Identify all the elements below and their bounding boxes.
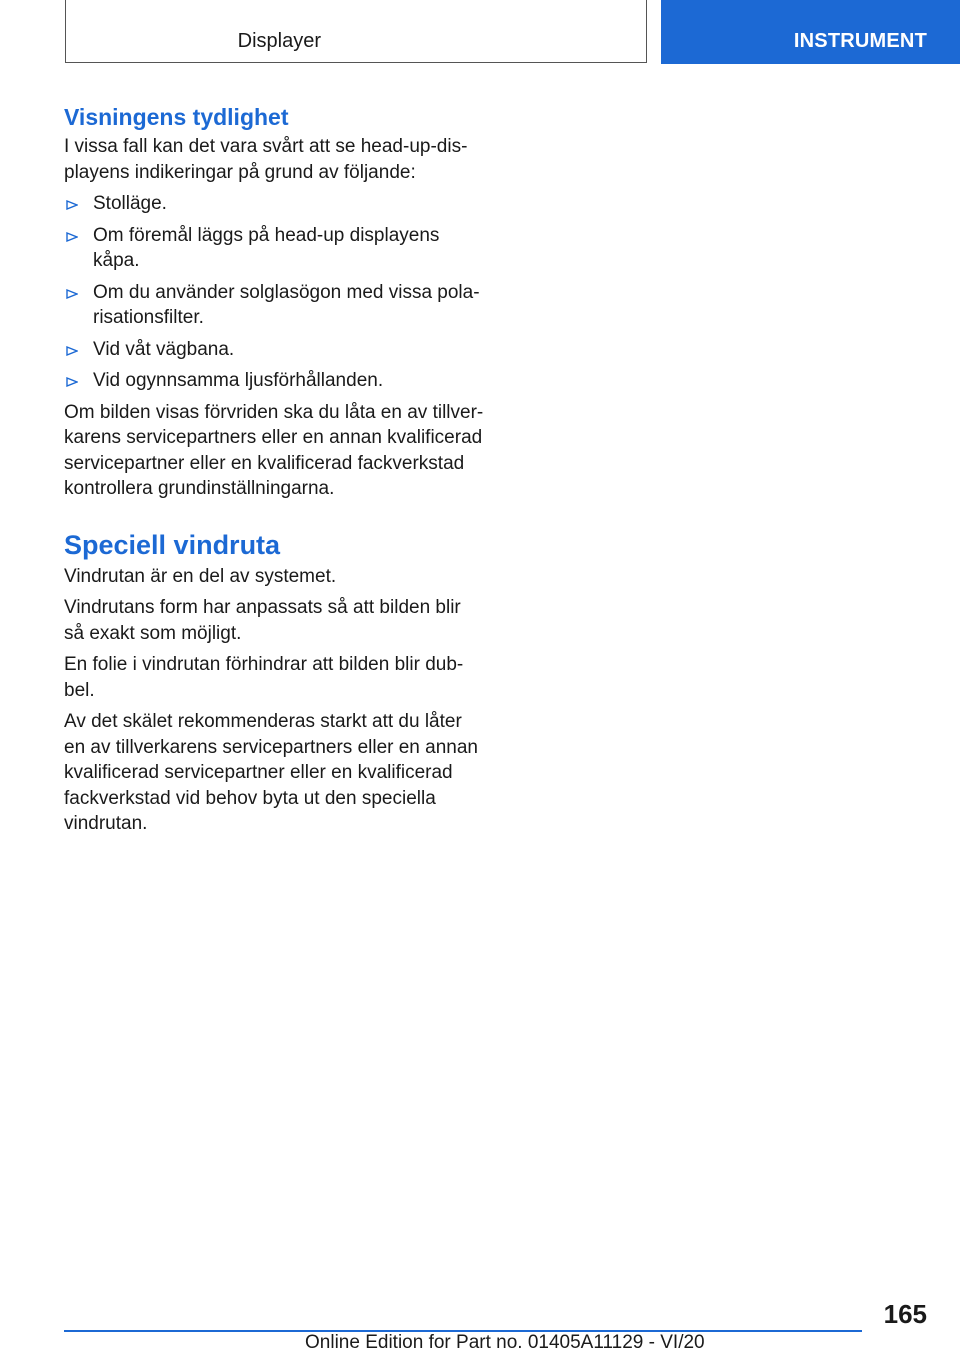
chapter-tab-label: INSTRUMENT <box>793 30 927 52</box>
triangle-bullet-icon <box>66 377 78 387</box>
chapter-tab[interactable] <box>661 0 960 64</box>
main-content <box>64 102 484 843</box>
list-item-text: Om föremål läggs på head-up displayens kåpa. <box>93 224 440 271</box>
section-heading-visningens-tydlighet: Visningens tydlighet <box>64 104 289 130</box>
section-heading-speciell-vindruta: Speciell vindruta <box>64 529 281 560</box>
header-section-title: Displayer <box>237 30 321 52</box>
list-item <box>64 280 484 331</box>
triangle-bullet-icon <box>66 232 78 242</box>
header-section-box <box>65 0 647 63</box>
list-item <box>64 191 484 217</box>
footer-edition-text: Online Edition for Part no. 01405A11129 - VI/20 <box>305 1332 705 1353</box>
body-paragraph: Vindrutans form har anpassats så att bilden blir så exakt som möjligt. <box>64 597 461 644</box>
triangle-bullet-icon <box>66 200 78 210</box>
outro-paragraph: Om bilden visas förvriden ska du låta en av tillver-karens servicepartners eller en annan kvalificerad servicepartner eller en kvalificerad fackverkstad kontrollera grundinställningarna. <box>64 401 484 499</box>
intro-paragraph: I vissa fall kan det vara svårt att se head-up-dis-playens indikeringar på grund av följande: <box>64 136 468 183</box>
list-item-text: Om du använder solglasögon med vissa pola-risationsfilter. <box>93 281 480 328</box>
body-paragraph: Vindrutan är en del av systemet. <box>64 565 337 587</box>
list-item <box>64 223 484 274</box>
triangle-bullet-icon <box>66 346 78 356</box>
body-paragraph: En folie i vindrutan förhindrar att bilden blir dub-bel. <box>64 654 464 701</box>
list-item <box>64 368 484 394</box>
page-number: 165 <box>883 1299 927 1329</box>
list-item-text: Vid våt vägbana. <box>93 338 235 360</box>
body-paragraph: Av det skälet rekommenderas starkt att du låter en av tillverkarens servicepartners eller en annan kvalificerad servicepartner eller en kvalificerad fackverkstad vid behov byta ut den speciella vindrutan. <box>64 711 478 834</box>
triangle-bullet-icon <box>66 289 78 299</box>
list-item-text: Stolläge. <box>93 193 167 214</box>
list-item-text: Vid ogynnsamma ljusförhållanden. <box>93 370 384 391</box>
conditions-list <box>64 191 484 394</box>
list-item <box>64 337 484 363</box>
